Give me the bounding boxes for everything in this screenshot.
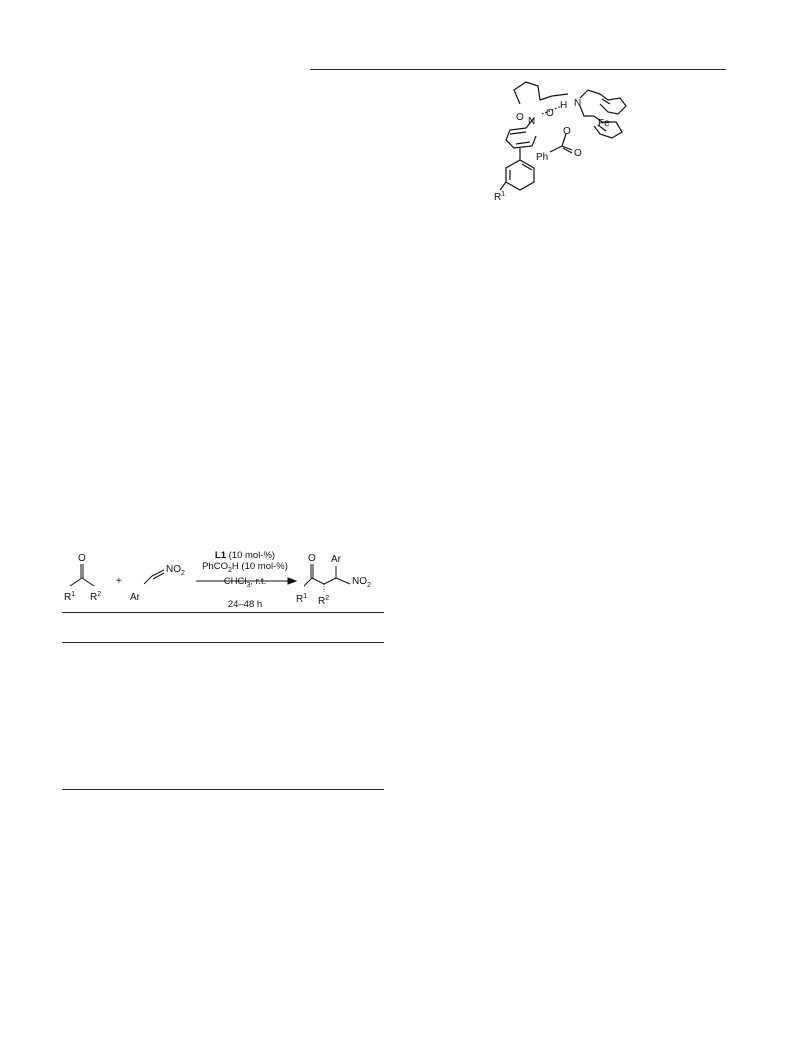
ts-label-o-ring: O <box>516 112 524 123</box>
ts-label-fe: Fe <box>598 118 610 129</box>
condition-solvent: CHCl$_3$, r.t. <box>223 575 267 589</box>
ts-label-o-minus: O <box>546 108 554 119</box>
reaction-conditions <box>192 550 298 610</box>
ts-label-n-amine: N <box>574 98 582 109</box>
transition-state-structure <box>490 76 640 206</box>
condition-acid: PhCO$_2$H (10 mol-%) <box>202 561 288 574</box>
plus-sign: + <box>116 576 122 587</box>
table-rule-bottom <box>62 789 384 790</box>
ketone-r2: $R^2$ <box>90 591 102 603</box>
product-ar: Ar <box>331 554 341 565</box>
product-r2: $R^2$ <box>318 595 330 607</box>
product-r1: $R^1$ <box>296 593 308 605</box>
product-no2: $NO_2$ <box>352 576 371 589</box>
ts-label-o-benzoate: O <box>563 126 571 137</box>
product-o: O <box>308 553 316 564</box>
condition-time: 24–48 h <box>227 598 263 610</box>
nitroalkene-ar: Ar <box>130 592 140 603</box>
condition-catalyst: L1 (10 mol-%) <box>214 550 276 561</box>
header-rule <box>310 69 726 70</box>
ketone-r1: $R^1$ <box>64 591 76 603</box>
ts-label-n-oxide: N <box>528 116 536 127</box>
ts-label-r1: $R^1$ <box>494 191 506 203</box>
ts-label-h-plus: H <box>560 100 568 111</box>
ts-label-c-o: O <box>574 148 582 159</box>
nitroalkene-no2: $NO_2$ <box>166 564 185 577</box>
table-rule-header <box>62 642 384 643</box>
ts-label-ph: Ph <box>536 152 549 163</box>
ketone-o: O <box>78 553 86 564</box>
table-rule-top <box>62 612 384 613</box>
